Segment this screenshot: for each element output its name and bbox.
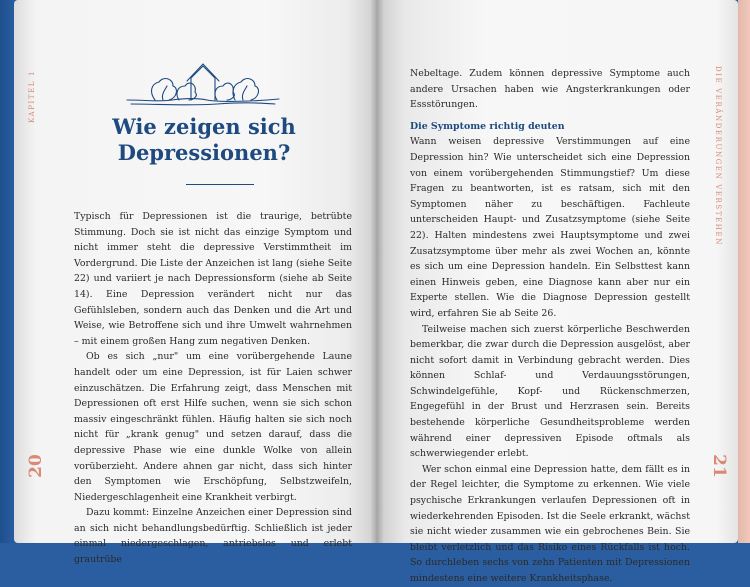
right-page — [376, 0, 738, 584]
running-head-left: KAPITEL 1 — [28, 70, 36, 123]
page-number-left: 20 — [25, 454, 46, 478]
running-head-right: DIE VERÄNDERUNGEN VERSTEHEN — [714, 66, 722, 246]
paragraph: Dazu kommt: Einzelne Anzeichen einer Depression sind an sich nicht behandlungsbedürftig. Schließlich ist jeder einmal niedergeschlagen, antriebslos und erlebt grautrübe — [74, 507, 352, 566]
book-cover-right — [738, 0, 750, 543]
page-number-right: 21 — [708, 454, 729, 478]
section-subheading: Die Symptome richtig deuten — [410, 120, 565, 132]
title-divider — [186, 184, 254, 185]
paragraph: Teilweise machen sich zuerst körperliche Beschwerden bemerkbar, die zwar durch die Depression ausgelöst, aber nicht sofort damit in Verbindung gebracht werden. Dies können Schlaf- und Verdauungsstörungen, Schwindelgefühle, Kopf- und Rückenschmerzen, Engegefühl in der Brust und Herzrasen sein. Bereits bestehende körperliche Gesundheitsprobleme werden während einer depressiven Episode oftmals als schwerwiegender erlebt. — [410, 323, 690, 460]
paragraph: Wer schon einmal eine Depression hatte, dem fällt es in der Regel leichter, die Symptome zu erkennen. Wie viele psychische Erkrankungen verlaufen Depressionen oft in wiederkehrenden Episoden. Ist die Seele erkrankt, wächst sie nicht wieder zusammen wie ein gebrochenes Bein. Sie bleibt verletzlich und das Risiko eines Rückfalls ist hoch. So durchleben sechs von zehn Patienten mit Depressionen mindestens eine weitere Krankheitsphase. — [410, 463, 690, 584]
right-body-text — [410, 66, 690, 587]
paragraph: Ob es sich „nur" um eine vorübergehende Laune handelt oder um eine Depression, ist für Laien schwer einzuschätzen. Die Erfahrung zeigt, dass Menschen mit Depressionen oft erst Hilfe suchen, wenn sie sich schon massiv eingeschränkt fühlen. Häufig halten sie sich noch nicht für „krank genug" und setzen darauf, dass die depressive Phase wie eine dunkle Wolke von allein vorüberzieht. Andere ahnen gar nicht, dass sich hinter den Symptomen wie Erschöpfung, Selbstzweifeln, Niedergeschlagenheit eine Krankheit verbirgt. — [74, 351, 352, 503]
house-tree-ornament-icon — [127, 62, 279, 108]
left-page — [14, 0, 376, 566]
paragraph: Wann weisen depressive Verstimmungen auf eine Depression hin? Wie unterscheidet sich eine Depression von einem vorübergehenden Stimmungstief? Um diese Fragen zu beantworten, ist es ratsam, sich mit den Symptomen näher zu beschäftigen. Fachleute unterscheiden Haupt- und Zusatzsymptome (siehe Seite 22). Halten mindestens zwei Hauptsymptome und zwei Zusatzsymptome über mehr als zwei Wochen an, könnte es sich um eine Depression handeln. Ein Selbsttest kann einen Hinweis geben, eine Diagnose kann aber nur ein Experte stellen. Wie die Diagnose Depression gestellt wird, erfahren Sie ab Seite 26. — [410, 136, 690, 319]
book-gutter — [370, 0, 384, 543]
paragraph: Typisch für Depressionen ist die traurige, betrübte Stimmung. Doch sie ist nicht das einzige Symptom und nicht immer steht die depressive Verstimmtheit im Vordergrund. Die Liste der Anzeichen ist lang (siehe Seite 22) und variiert je nach Depressionsform (siehe ab Seite 14). Eine Depression verändert nicht nur das Gefühlsleben, sondern auch das Denken und die Art und Weise, wie Betroffene sich und ihre Umwelt wahrnehmen – mit einem großen Hang zum negativen Denken. — [74, 211, 352, 347]
left-body-text — [74, 209, 352, 568]
chapter-title: Wie zeigen sich Depressionen? — [112, 114, 296, 165]
paragraph: Nebeltage. Zudem können depressive Symptome auch andere Ursachen haben wie Angsterkrankungen oder Essstörungen. — [410, 68, 690, 111]
